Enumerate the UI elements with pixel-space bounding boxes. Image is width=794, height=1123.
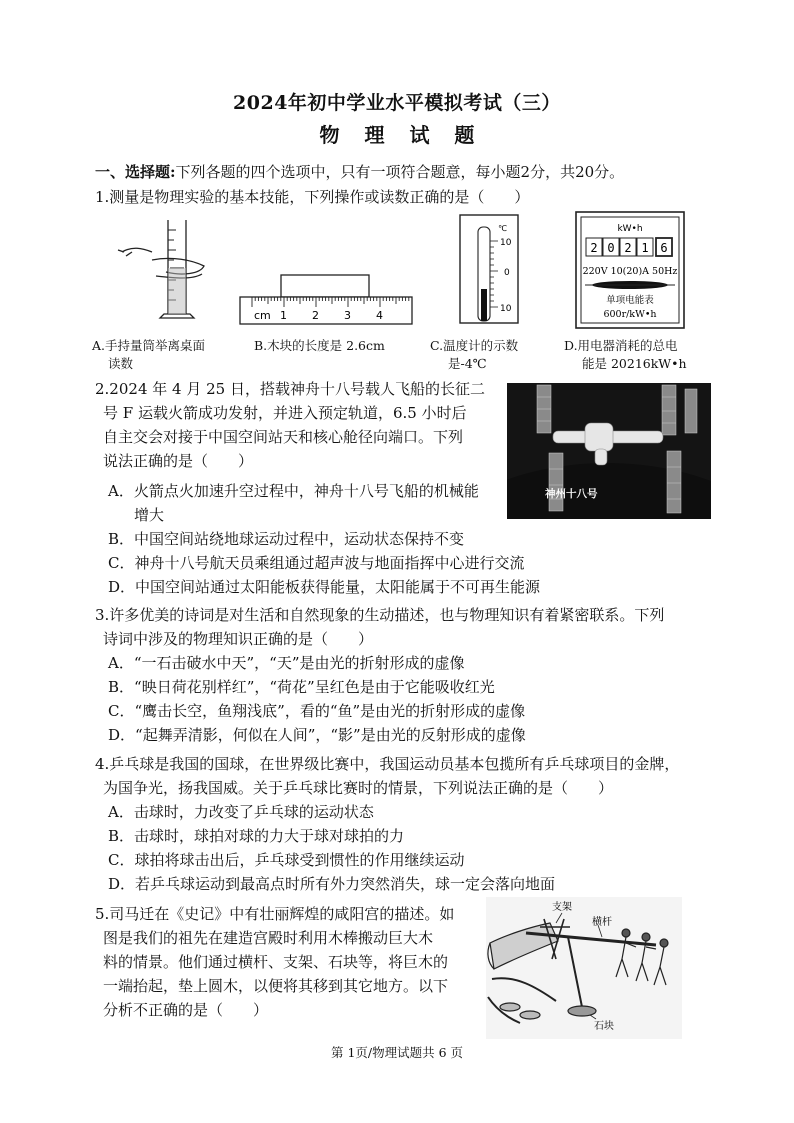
- q1-stem: 1.测量是物理实验的基本技能，下列操作或读数正确的是（ ）: [95, 188, 530, 206]
- section-instruction: 下列各题的四个选项中，只有一项符合题意，每小题2分，共20分。: [175, 163, 625, 181]
- q4-option-d: D．若乒乓球运动到最高点时所有外力突然消失，球一定会落向地面: [108, 875, 556, 893]
- q3-stem: [95, 603, 664, 651]
- q3-option-c: C．“鹰击长空，鱼翔浅底”，看的“鱼”是由光的折射形成的虚像: [108, 702, 526, 720]
- space-station-photo: [507, 383, 711, 519]
- meter-digit: 0: [607, 241, 615, 255]
- page-subtitle: 物 理 试 题: [319, 123, 475, 147]
- q2-option-a-cont: 增大: [134, 506, 165, 524]
- thermometer-unit: ℃: [498, 224, 507, 233]
- q3-stem-line: 3.许多优美的诗词是对生活和自然现象的生动描述，也与物理知识有着紧密联系。下列: [95, 606, 665, 624]
- thermometer-tick: 10: [500, 304, 512, 314]
- ruler-tick-label: 1: [280, 309, 287, 322]
- q1-option-d: [564, 337, 687, 373]
- q1-option-a-line1: A.手持量筒举离桌面: [92, 338, 206, 353]
- q2-stem-line: 说法正确的是（ ）: [103, 452, 254, 470]
- meter-spec: 220V 10(20)A 50Hz: [582, 266, 678, 277]
- meter-rate: 600r/kW•h: [603, 309, 657, 320]
- q4-option-b: B．击球时，球拍对球的力大于球对球拍的力: [108, 827, 405, 845]
- section-heading: [95, 160, 624, 184]
- q5-stem-line: 5.司马迁在《史记》中有壮丽辉煌的咸阳宫的描述。如: [95, 905, 455, 923]
- lever-illustration: [486, 897, 682, 1039]
- page-title: 2024年初中学业水平模拟考试（三）: [233, 92, 561, 114]
- meter-digit: 6: [660, 241, 668, 255]
- q3-option-a: A．“一石击破水中天”，“天”是由光的折射形成的虚像: [108, 654, 465, 672]
- q2-stem-line: 2.2024 年 4 月 25 日，搭载神舟十八号载人飞船的长征二: [95, 380, 485, 398]
- q2-stem: [95, 377, 485, 473]
- q3-options: [108, 651, 526, 747]
- thermometer-liquid: [481, 289, 487, 321]
- q1-option-d-line1: D.用电器消耗的总电: [564, 338, 678, 353]
- ruler-tick-label: 3: [344, 309, 351, 322]
- thermometer-tick: 10: [500, 238, 512, 248]
- q2-option-b: B．中国空间站绕地球运动过程中，运动状态保持不变: [108, 530, 465, 548]
- q4-options: [108, 800, 555, 896]
- meter-name: 单项电能表: [606, 295, 654, 306]
- q5-stem: [95, 902, 454, 1022]
- section-heading-label: 一、选择题:: [95, 163, 176, 181]
- q1-figure-a-cylinder: [112, 216, 212, 324]
- meter-digit: 2: [590, 241, 598, 255]
- q5-stem-line: 图是我们的祖先在建造宫殿时利用木棒搬动巨大木: [103, 929, 434, 947]
- q3-stem-line: 诗词中涉及的物理知识正确的是（ ）: [103, 630, 374, 648]
- q1-option-c-line2: 是-4℃: [448, 356, 487, 371]
- q1-figure-b-ruler: [238, 272, 414, 326]
- photo-caption: 神州十八号: [545, 488, 598, 500]
- q2-stem-line: 号 F 运载火箭成功发射，并进入预定轨道，6.5 小时后: [103, 404, 467, 422]
- q1-option-c: [430, 337, 518, 373]
- q4-stem-line: 为国争光，扬我国威。关于乒乓球比赛时的情景，下列说法正确的是（ ）: [103, 779, 614, 797]
- q2-options: [108, 479, 540, 599]
- label-stone: 石块: [594, 1021, 614, 1032]
- q1-option-a-line2: 读数: [108, 356, 134, 371]
- meter-unit: kW•h: [617, 224, 643, 234]
- ruler-tick-label: 4: [376, 309, 383, 322]
- meter-digit: 1: [641, 241, 649, 255]
- q5-stem-line: 料的情景。他们通过横杆、支架、石块等，将巨木的: [103, 953, 449, 971]
- q2-stem-line: 自主交会对接于中国空间站天和核心舱径向端口。下列: [103, 428, 464, 446]
- ruler-tick-label: 2: [312, 309, 319, 322]
- q4-stem-line: 4.乒乓球是我国的国球，在世界级比赛中，我国运动员基本包揽所有乒乓球项目的金牌，: [95, 755, 680, 773]
- q4-option-a: A．击球时，力改变了乒乓球的运动状态: [108, 803, 374, 821]
- q1-option-b: [254, 337, 385, 355]
- q1-option-c-line1: C.温度计的示数: [430, 338, 519, 353]
- q3-option-b: B．“映日荷花别样红”，“荷花”呈红色是由于它能吸收红光: [108, 678, 495, 696]
- q2-option-d: D．中国空间站通过太阳能板获得能量，太阳能属于不可再生能源: [108, 578, 541, 596]
- q1-option-d-line2: 能是 20216kW•h: [582, 356, 687, 371]
- q2-option-c: C．神舟十八号航天员乘组通过超声波与地面指挥中心进行交流: [108, 554, 525, 572]
- q1-option-a: [92, 337, 205, 373]
- ruler-unit: cm: [254, 309, 271, 322]
- q3-option-d: D．“起舞弄清影，何似在人间”，“影”是由光的反射形成的虚像: [108, 726, 526, 744]
- q1-option-b-line1: B.木块的长度是 2.6cm: [254, 338, 385, 353]
- q2-option-a: A．火箭点火加速升空过程中，神舟十八号飞船的机械能: [108, 482, 479, 500]
- meter-digit: 2: [624, 241, 632, 255]
- label-support: 支架: [552, 902, 572, 913]
- label-lever: 横杆: [592, 917, 612, 928]
- thermometer-tick: 0: [504, 268, 510, 278]
- wood-block: [281, 275, 369, 297]
- q1-figure-c-thermometer: [458, 213, 522, 327]
- q5-stem-line: 分析不正确的是（ ）: [103, 1001, 269, 1019]
- q4-stem: [95, 752, 679, 800]
- q5-stem-line: 一端抬起，垫上圆木，以便将其移到其它地方。以下: [103, 977, 449, 995]
- page-footer: 第 1页/物理试题共 6 页: [330, 1045, 464, 1060]
- q4-option-c: C．球拍将球击出后，乒乓球受到惯性的作用继续运动: [108, 851, 465, 869]
- q1-figure-d-meter: [575, 211, 685, 329]
